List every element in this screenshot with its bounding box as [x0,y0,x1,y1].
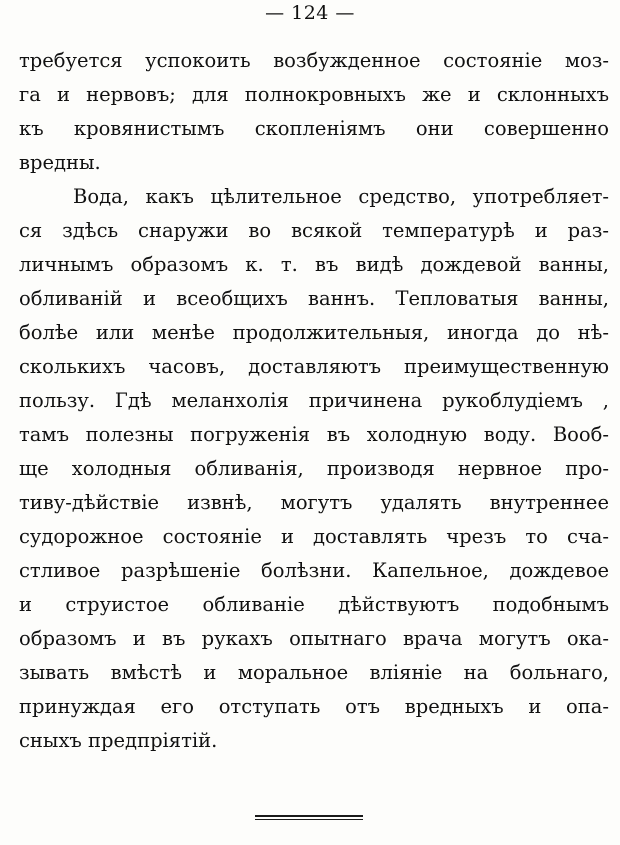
text-line: зывать вмѣстѣ и моральное вліяніе на больнаго, [19,661,609,684]
text-line: пользу. Гдѣ меланхолія причинена рукоблудіемъ , [19,389,609,412]
text-line: сныхъ предпріятій. [19,729,218,752]
closing-rule [255,815,363,820]
text-line: Вода, какъ цѣлительное средство, употребляет- [73,185,609,208]
text-line: и струистое обливаніе дѣйствуютъ подобнымъ [19,593,609,616]
text-line: требуется успокоить возбужденное состояніе моз- [19,49,609,72]
text-line: болѣе или менѣе продолжительныя, иногда до нѣ- [19,321,609,344]
text-line: личнымъ образомъ к. т. въ видѣ дождевой ванны, [19,253,609,276]
text-line: сколькихъ часовъ, доставляютъ преимущественную [19,355,609,378]
text-line: ся здѣсь снаружи во всякой температурѣ и раз- [19,219,609,242]
text-line: тиву-дѣйствіе извнѣ, могутъ удалять внутреннее [19,491,609,514]
text-line: къ кровянистымъ скопленіямъ они совершенно [19,117,609,140]
text-line: вредны. [19,151,101,174]
text-line: образомъ и въ рукахъ опытнаго врача могутъ ока- [19,627,609,650]
text-line: га и нервовъ; для полнокровныхъ же и склонныхъ [19,83,609,106]
text-line: обливаній и всеобщихъ ваннъ. Тепловатыя ванны, [19,287,609,310]
text-line: принуждая его отступать отъ вредныхъ и опа- [19,695,609,718]
text-line: тамъ полезны погруженія въ холодную воду. Вооб- [19,423,609,446]
body-text [19,44,609,758]
text-line: судорожное состояніе и доставлять чрезъ то сча- [19,525,609,548]
text-line: ще холодныя обливанія, производя нервное про- [19,457,609,480]
page-number: — 124 — [265,2,355,24]
text-line: стливое разрѣшеніе болѣзни. Капельное, дождевое [19,559,609,582]
